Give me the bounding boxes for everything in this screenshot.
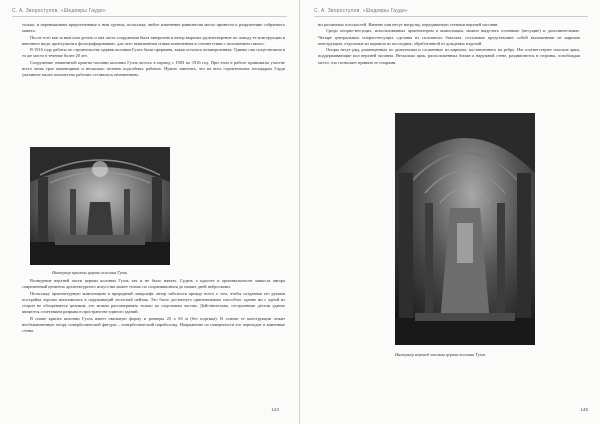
paragraph: В плане крипта колонии Гуэль имеет овальную форму и размеры 25 х 63 м (без портика). В основе ее конструкции лежит необыкновенную опору гиперболической фигуры – гиперболический параболоид. Напряжение по поверхности его переходит в каменные стены. (22, 315, 285, 334)
chapel-photo-illustration (395, 113, 535, 345)
paragraph: Возведение верхней части церкви колонии Гуэль так и не было начато. Судить о красоте и оригинальности замысла автора современный ценитель архитектурного искусства может только по сохранившимся до наших дней набросками. (22, 278, 285, 290)
paragraph: Опоры несут ряд, размещенных по диагоналям и сложенных из кирпича, поставленного на ребро. Им соответствуют плоские арки, поддерживающие пол верхней часовни. Несколько арок, расположенных ближе к наружной стене, раздвигаются в стороны, освобождая место, что позволяет принять ее опорами. (318, 47, 580, 65)
right-running-head: С. А. Зворостулов. «Шедевры Гауди» (314, 8, 588, 17)
right-figure-caption: Интерьер верхней часовни церкви колонии Гуэль (395, 352, 486, 357)
paragraph: В 1916 году работы по строительству церкви колонии Гуэль были прерваны, какая осталась незавершенная. Однако она существовала в то же место в течение более 20 лет. (22, 47, 285, 59)
right-page-number: 145 (580, 407, 588, 412)
right-page (300, 0, 600, 424)
left-top-text (22, 22, 285, 79)
paragraph: Среди опорно-несущих, использованных архитектором в композиции, можно выделить основные (несущие) и дополнительные. Четыре центральных опорно-несущих сделаны из сплошного базальта, остальные представляют собой выложенные из кирпича конструкции, отдельные из кирпича из последних, обработанной от дождевых изделий. (318, 28, 580, 46)
left-figure-caption: Интерьер крипты церкви колонии Гуэль (52, 270, 128, 275)
left-running-head: С. А. Зворостулов. «Шедевры Гауди» (12, 8, 287, 17)
crypt-photo-illustration (30, 147, 170, 265)
left-page-number: 144 (271, 407, 279, 412)
upper-chapel-photo (395, 113, 535, 345)
paragraph: ни различных плоскостей. Именно они несут нагрузку, передаваемую стенами верхней часовни. (318, 22, 499, 27)
paragraph: только, и перевышивать прерогативные к ним группы, поскольку любое изменение равновесия могло привести к разрушению собранного макета. (22, 22, 285, 34)
paragraph: Поскольку архитектурную композицию в природный ландшафт, автор заботился прежде всего о том, чтобы созданная его руками постройка хорошо вписывалась в окружающий лесистый пейзаж. Это было достигнуто оригинальным способом: здание ни с одной из сторон не обозревается целиком, его можно рассматривать только по отдельным частям. Действительно, отстроенные детали удачно являются сочетанием разрыва в пространстве единого зданий. (22, 290, 285, 315)
right-top-text (318, 22, 580, 66)
crypt-interior-photo (30, 147, 170, 265)
left-bottom-text (22, 278, 285, 335)
paragraph: Сооружение знаменитой крипты-часовни колонии Гуэль велось в период с 1903 по 1916 год. При этом в работе принимали участие всего лишь трое каменщиков и несколько человек подсобных рабочих. Нужно заметить, что на всех строительных площадках Гауди указанное малое количество рабочих оставалось неизменным. (22, 59, 285, 78)
paragraph: После того как за ним шла деталь и она часть сооружения была завершена и автор выразил удовлетворение по поводу ее конструкции и внешнего вида, приступили к фотографированию, для чего вывешенная ставка повешенная в соответствии с положением самого. (22, 34, 285, 46)
